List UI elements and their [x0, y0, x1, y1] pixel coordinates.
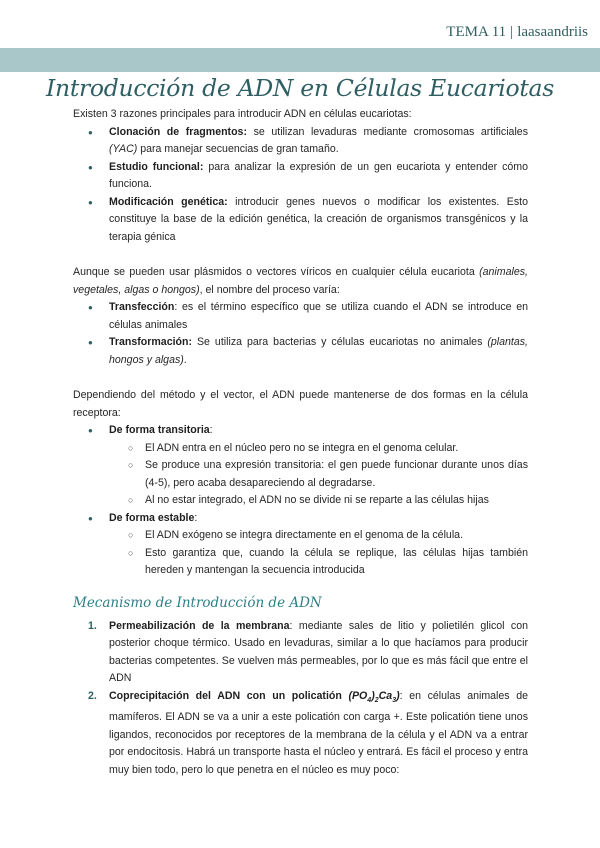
- item-term: Modificación genética:: [109, 195, 228, 208]
- item-text: Se utiliza para bacterias y células eucariotas no animales: [192, 336, 488, 348]
- item-term: De forma estable: [109, 511, 195, 524]
- sub-list: [109, 527, 528, 580]
- paragraph-italic: (animales, vegetales, algas o hongos): [73, 266, 528, 296]
- item-text: : es el término específico que se utiliza cuando el ADN se introduce en células animales: [109, 301, 528, 331]
- document-body: [73, 106, 528, 779]
- item-italic: (YAC): [109, 143, 138, 155]
- sub-list-item: ○ Esto garantiza que, cuando la célula se replique, las células hijas también hereden y mantengan la secuencia introducida: [109, 545, 528, 580]
- sub-list-item: ○ Se produce una expresión transitoria: el gen puede funcionar durante unos días (4-5), pero acaba desapareciendo al degradarse.: [109, 457, 528, 492]
- item-term: Transfección: [109, 301, 175, 313]
- sub-list-item: ○ Al no estar integrado, el ADN no se divide ni se reparte a las células hijas: [109, 492, 528, 510]
- forms-paragraph: Dependiendo del método y el vector, el ADN puede mantenerse de dos formas en la célula receptora:: [73, 389, 528, 419]
- item-text: se utilizan levaduras mediante cromosomas artificiales: [246, 125, 528, 138]
- item-text: introducir genes nuevos o modificar los existentes. Esto constituye la base de la edición genética, la creación de organismos transgénicos y la terapia génica: [109, 195, 528, 243]
- item-text: .: [183, 353, 187, 366]
- list-item: [73, 510, 528, 580]
- sub-list-item: ○ El ADN exógeno se integra directamente en el genoma de la célula.: [109, 527, 528, 545]
- paragraph-text: Aunque se pueden usar plásmidos o vectores víricos en cualquier célula eucariota: [73, 266, 480, 278]
- list-item: [73, 194, 528, 247]
- page-header: [0, 0, 600, 70]
- processes-list: [73, 299, 528, 369]
- intro-paragraph: Existen 3 razones principales para introducir ADN en células eucariotas:: [73, 108, 412, 120]
- header-band: [0, 48, 600, 72]
- item-text: para manejar secuencias de gran tamaño.: [137, 143, 339, 155]
- item-term: Transformación:: [109, 336, 193, 348]
- list-item: [73, 124, 528, 159]
- item-number: 1.: [88, 619, 97, 632]
- tema-label: TEMA 11: [446, 24, 507, 40]
- item-text: : mediante sales de litio y polietilén glicol con posterior choque térmico. Usado en levaduras, similar a lo que hacíamos para producir bacterias competentes. Se vuelven más permeables, por lo que es más fácil que entre el ADN: [109, 619, 528, 684]
- list-item: [73, 159, 528, 194]
- list-item: [73, 688, 528, 780]
- item-number: 2.: [88, 689, 97, 702]
- mechanisms-list: [73, 618, 528, 780]
- item-text: : en células animales de mamíferos. El ADN se va a unir a este policatión con carga +. Este policatión tiene unos ligandos, reconocidos por receptores de la membrana de la célula y el ADN va a entrar por endocitosis. Habrá un transporte hasta el núcleo y entrará. Es fácil el proceso y entra muy bien todo, pero lo que penetra en el núcleo es muy poco:: [109, 689, 528, 776]
- section-heading: Mecanismo de Introducción de ADN: [73, 594, 322, 611]
- item-term: De forma transitoria: [109, 424, 210, 436]
- chemical-formula: $(PO_4)_2Ca_3$): [348, 689, 400, 704]
- item-text: :: [209, 424, 213, 436]
- item-term: Permeabilización de la membrana: [109, 619, 290, 632]
- list-item: [73, 422, 528, 510]
- list-item: [73, 334, 528, 369]
- paragraph-text: , el nombre del proceso varía:: [199, 283, 340, 296]
- sub-list: [109, 440, 528, 510]
- header-tag: [446, 24, 588, 41]
- item-term: Coprecipitación del ADN con un policatión: [109, 689, 342, 702]
- item-term: Estudio funcional:: [109, 160, 204, 173]
- sub-list-item: ○ El ADN entra en el núcleo pero no se integra en el genoma celular.: [109, 440, 528, 458]
- forms-list: [73, 422, 528, 580]
- reasons-list: [73, 124, 528, 247]
- process-paragraph: [73, 264, 528, 299]
- author-name: laasaandriis: [517, 24, 588, 40]
- list-item: [73, 299, 528, 334]
- item-text: para analizar la expresión de un gen eucariota y entender cómo funciona.: [109, 160, 528, 190]
- item-italic: (plantas, hongos y algas): [109, 336, 528, 366]
- page-title: Introducción de ADN en Células Eucariotas: [46, 74, 554, 102]
- list-item: [73, 618, 528, 688]
- item-term: Clonación de fragmentos:: [109, 125, 247, 138]
- item-text: :: [194, 511, 198, 524]
- header-separator: |: [510, 24, 514, 40]
